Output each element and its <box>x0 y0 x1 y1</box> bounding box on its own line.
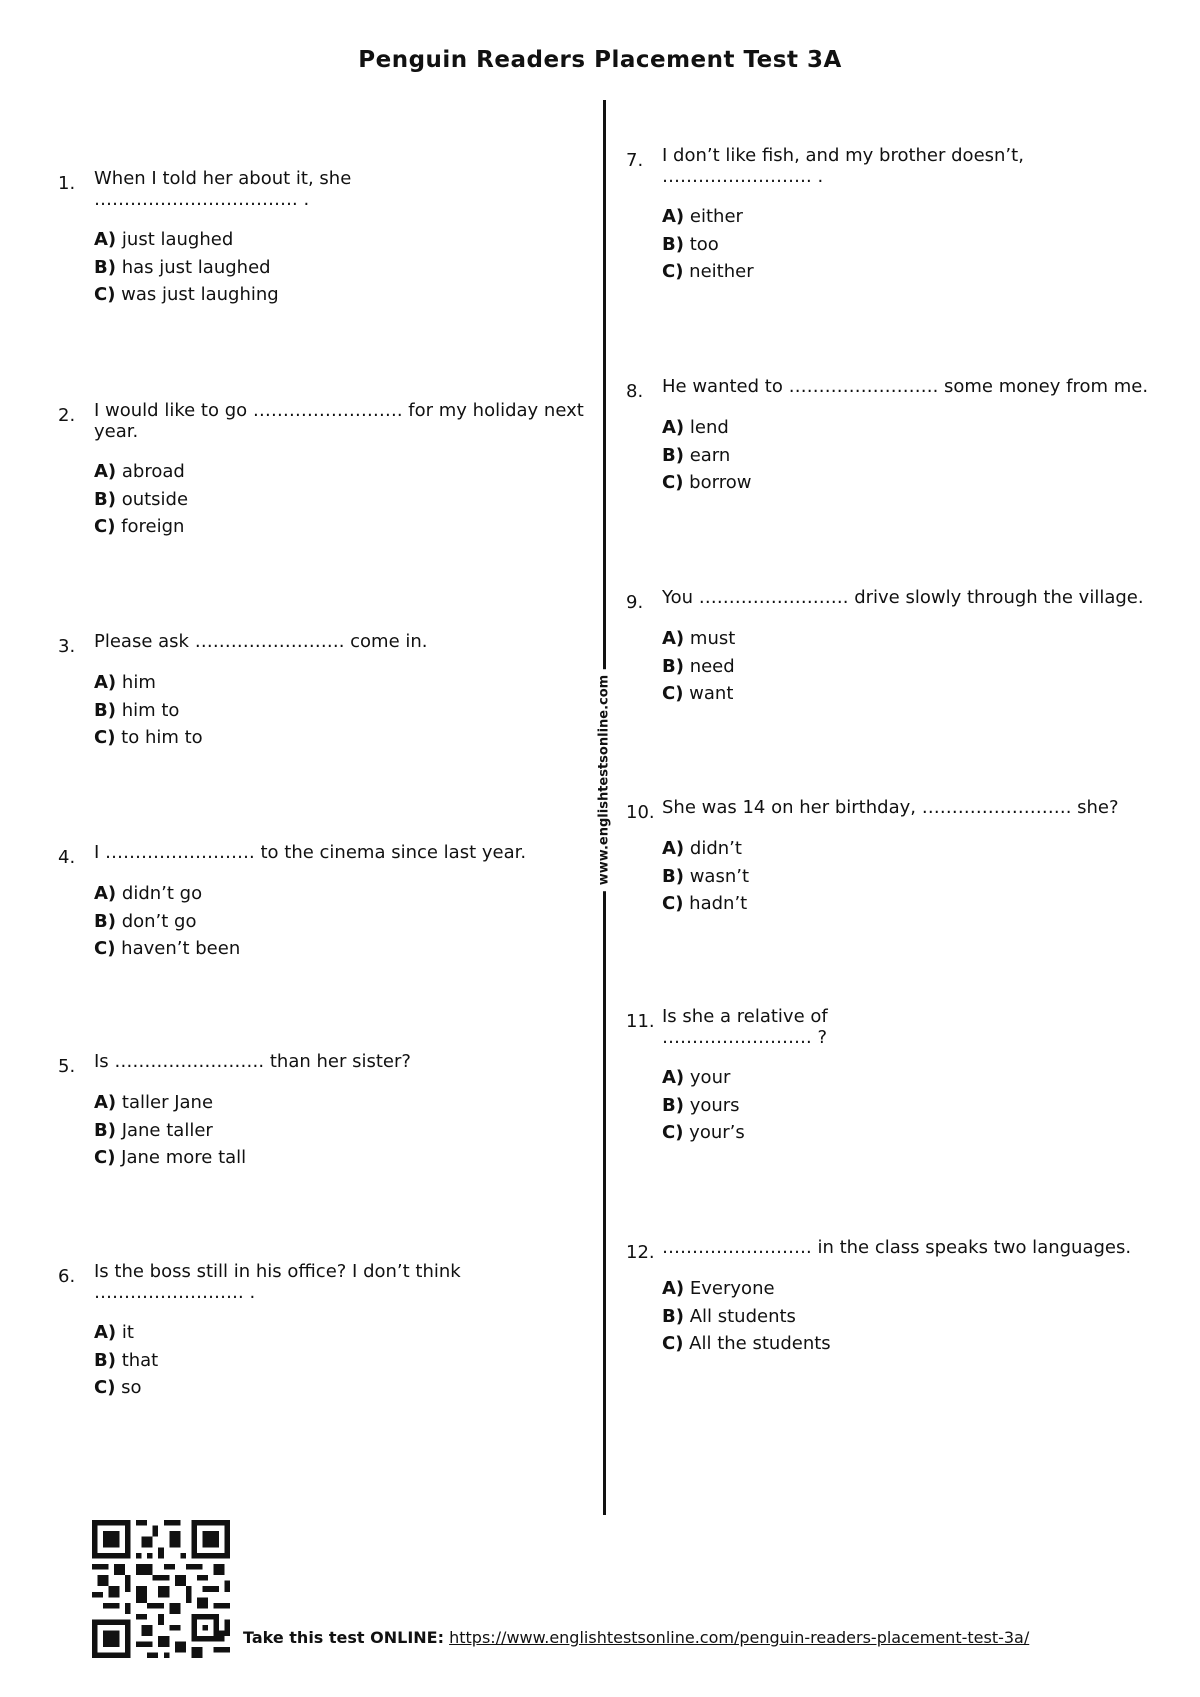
question-number: 5. <box>58 1056 76 1077</box>
question-stem: Please ask ……………………. come in. <box>94 631 428 652</box>
option-c[interactable]: C) was just laughing <box>94 284 279 305</box>
option-b[interactable]: B) earn <box>662 444 731 466</box>
option-b[interactable]: B) too <box>662 233 719 255</box>
option-a[interactable]: A) him <box>94 672 156 693</box>
option-b[interactable]: B) him to <box>94 699 180 721</box>
question-number: 2. <box>58 405 76 426</box>
option-b[interactable]: B) need <box>662 655 735 677</box>
option-c[interactable]: C) so <box>94 1377 142 1398</box>
option-b[interactable]: B) yours <box>662 1094 740 1116</box>
option-a[interactable]: A) didn’t go <box>94 883 203 904</box>
option-a[interactable]: A) just laughed <box>94 229 234 250</box>
question-number: 11. <box>626 1011 655 1032</box>
option-c[interactable]: C) to him to <box>94 727 203 748</box>
question-number: 7. <box>626 150 644 171</box>
footer <box>243 1628 1029 1647</box>
option-c[interactable]: C) want <box>662 683 734 704</box>
question-number: 12. <box>626 1242 655 1263</box>
question-number: 4. <box>58 847 76 868</box>
watermark-text: www.englishtestsonline.com <box>597 669 612 891</box>
option-b[interactable]: B) wasn’t <box>662 865 750 887</box>
option-c[interactable]: C) your’s <box>662 1122 745 1143</box>
question-stem: I don’t like fish, and my brother doesn’t, ……………………. . <box>662 145 1024 187</box>
question-number: 9. <box>626 592 644 613</box>
question-stem: Is the boss still in his office? I don’t think ……………………. . <box>94 1261 461 1303</box>
option-c[interactable]: C) All the students <box>662 1333 831 1354</box>
question-stem: Is ……………………. than her sister? <box>94 1051 411 1072</box>
qr-code-icon[interactable] <box>92 1520 230 1658</box>
question-number: 1. <box>58 173 76 194</box>
question-number: 3. <box>58 636 76 657</box>
question-stem: She was 14 on her birthday, ……………………. she? <box>662 797 1119 818</box>
option-c[interactable]: C) foreign <box>94 516 185 537</box>
question-number: 10. <box>626 802 655 823</box>
option-c[interactable]: C) haven’t been <box>94 938 241 959</box>
option-a[interactable]: A) didn’t <box>662 838 742 859</box>
option-c[interactable]: C) borrow <box>662 472 752 493</box>
option-a[interactable]: A) either <box>662 206 743 227</box>
option-a[interactable]: A) lend <box>662 417 729 438</box>
option-a[interactable]: A) it <box>94 1322 134 1343</box>
option-b[interactable]: B) All students <box>662 1305 796 1327</box>
question-stem: ……………………. in the class speaks two languages. <box>662 1237 1132 1258</box>
option-b[interactable]: B) don’t go <box>94 910 197 932</box>
question-stem: I ……………………. to the cinema since last year. <box>94 842 527 863</box>
option-b[interactable]: B) Jane taller <box>94 1119 213 1141</box>
question-stem: Is she a relative of ……………………. ? <box>662 1006 828 1048</box>
option-c[interactable]: C) neither <box>662 261 754 282</box>
question-number: 8. <box>626 381 644 402</box>
question-stem: He wanted to ……………………. some money from me. <box>662 376 1149 397</box>
option-c[interactable]: C) hadn’t <box>662 893 748 914</box>
option-a[interactable]: A) must <box>662 628 736 649</box>
option-c[interactable]: C) Jane more tall <box>94 1147 247 1168</box>
option-b[interactable]: B) has just laughed <box>94 256 271 278</box>
page-title: Penguin Readers Placement Test 3A <box>358 47 842 73</box>
question-stem: You ……………………. drive slowly through the village. <box>662 587 1144 608</box>
footer-label: Take this test ONLINE: <box>243 1628 444 1647</box>
question-stem: I would like to go ……………………. for my holiday next year. <box>94 400 584 442</box>
option-a[interactable]: A) taller Jane <box>94 1092 214 1113</box>
option-a[interactable]: A) your <box>662 1067 731 1088</box>
test-online-link[interactable]: https://www.englishtestsonline.com/penguin-readers-placement-test-3a/ <box>449 1628 1030 1647</box>
option-b[interactable]: B) that <box>94 1349 159 1371</box>
question-number: 6. <box>58 1266 76 1287</box>
option-b[interactable]: B) outside <box>94 488 189 510</box>
option-a[interactable]: A) Everyone <box>662 1278 775 1299</box>
option-a[interactable]: A) abroad <box>94 461 185 482</box>
question-stem: When I told her about it, she ……………………………. . <box>94 168 352 210</box>
